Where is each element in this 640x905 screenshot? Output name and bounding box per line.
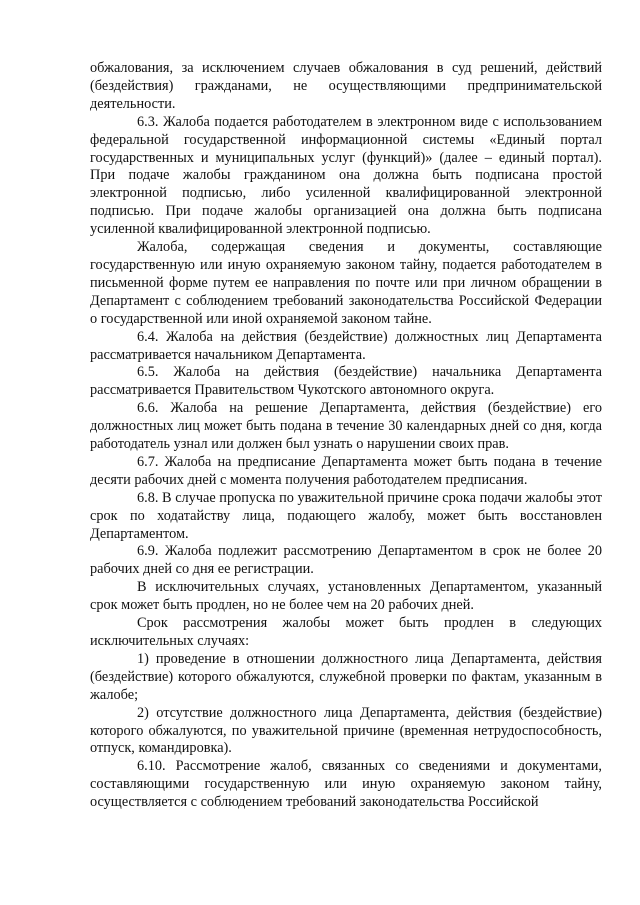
paragraph-6-9: 6.9. Жалоба подлежит рассмотрению Департаментом в срок не более 20 рабочих дней со дня ее регистрации. xyxy=(90,543,602,578)
paragraph-6-4: 6.4. Жалоба на действия (бездействие) должностных лиц Департамента рассматривается начальником Департамента. xyxy=(90,328,602,363)
paragraph-6-10: 6.10. Рассмотрение жалоб, связанных со сведениями и документами, составляющими государственную или иную охраняемую законом тайну, осуществляется с соблюдением требований законодательства Российской xyxy=(90,758,602,811)
paragraph-secret-complaint: Жалоба, содержащая сведения и документы, составляющие государственную или иную охраняемую законом тайну, подается работодателем в письменной форме путем ее направления по почте или при личном обращении в Департамент с соблюдением требований законодательства Российской Федерации о государственной или иной охраняемой законом тайне. xyxy=(90,239,602,327)
document-page xyxy=(90,60,602,812)
paragraph-continuation: обжалования, за исключением случаев обжалования в суд решений, действий (бездействия) гражданами, не осуществляющими предпринимательской деятельности. xyxy=(90,60,602,112)
paragraph-case-2: 2) отсутствие должностного лица Департамента, действия (бездействие) которого обжалуются, по уважительной причине (временная нетрудоспособность, отпуск, командировка). xyxy=(90,704,602,757)
paragraph-exceptional-extension: В исключительных случаях, установленных Департаментом, указанный срок может быть продлен, но не более чем на 20 рабочих дней. xyxy=(90,579,602,614)
paragraph-extension-cases: Срок рассмотрения жалобы может быть продлен в следующих исключительных случаях: xyxy=(90,615,602,649)
paragraph-6-6: 6.6. Жалоба на решение Департамента, действия (бездействие) его должностных лиц может быть подана в течение 30 календарных дней со дня, когда работодатель узнал или должен был узнать о нарушении своих прав. xyxy=(90,400,602,453)
paragraph-6-3: 6.3. Жалоба подается работодателем в электронном виде с использованием федеральной государственной информационной системы «Единый портал государственных и муниципальных услуг (функций)» (далее – единый портал). При подаче жалобы гражданином она должна быть подписана простой электронной подписью, либо усиленной квалифицированной электронной подписью. При подаче жалобы организацией она должна быть подписана усиленной квалифицированной электронной подписью. xyxy=(90,113,602,238)
paragraph-case-1: 1) проведение в отношении должностного лица Департамента, действия (бездействие) которого обжалуются, служебной проверки по фактам, указанным в жалобе; xyxy=(90,650,602,703)
paragraph-6-8: 6.8. В случае пропуска по уважительной причине срока подачи жалобы этот срок по ходатайству лица, подающего жалобу, может быть восстановлен Департаментом. xyxy=(90,489,602,542)
paragraph-6-5: 6.5. Жалоба на действия (бездействие) начальника Департамента рассматривается Правительством Чукотского автономного округа. xyxy=(90,364,602,399)
paragraph-6-7: 6.7. Жалоба на предписание Департамента может быть подана в течение десяти рабочих дней с момента получения работодателем предписания. xyxy=(90,453,602,488)
